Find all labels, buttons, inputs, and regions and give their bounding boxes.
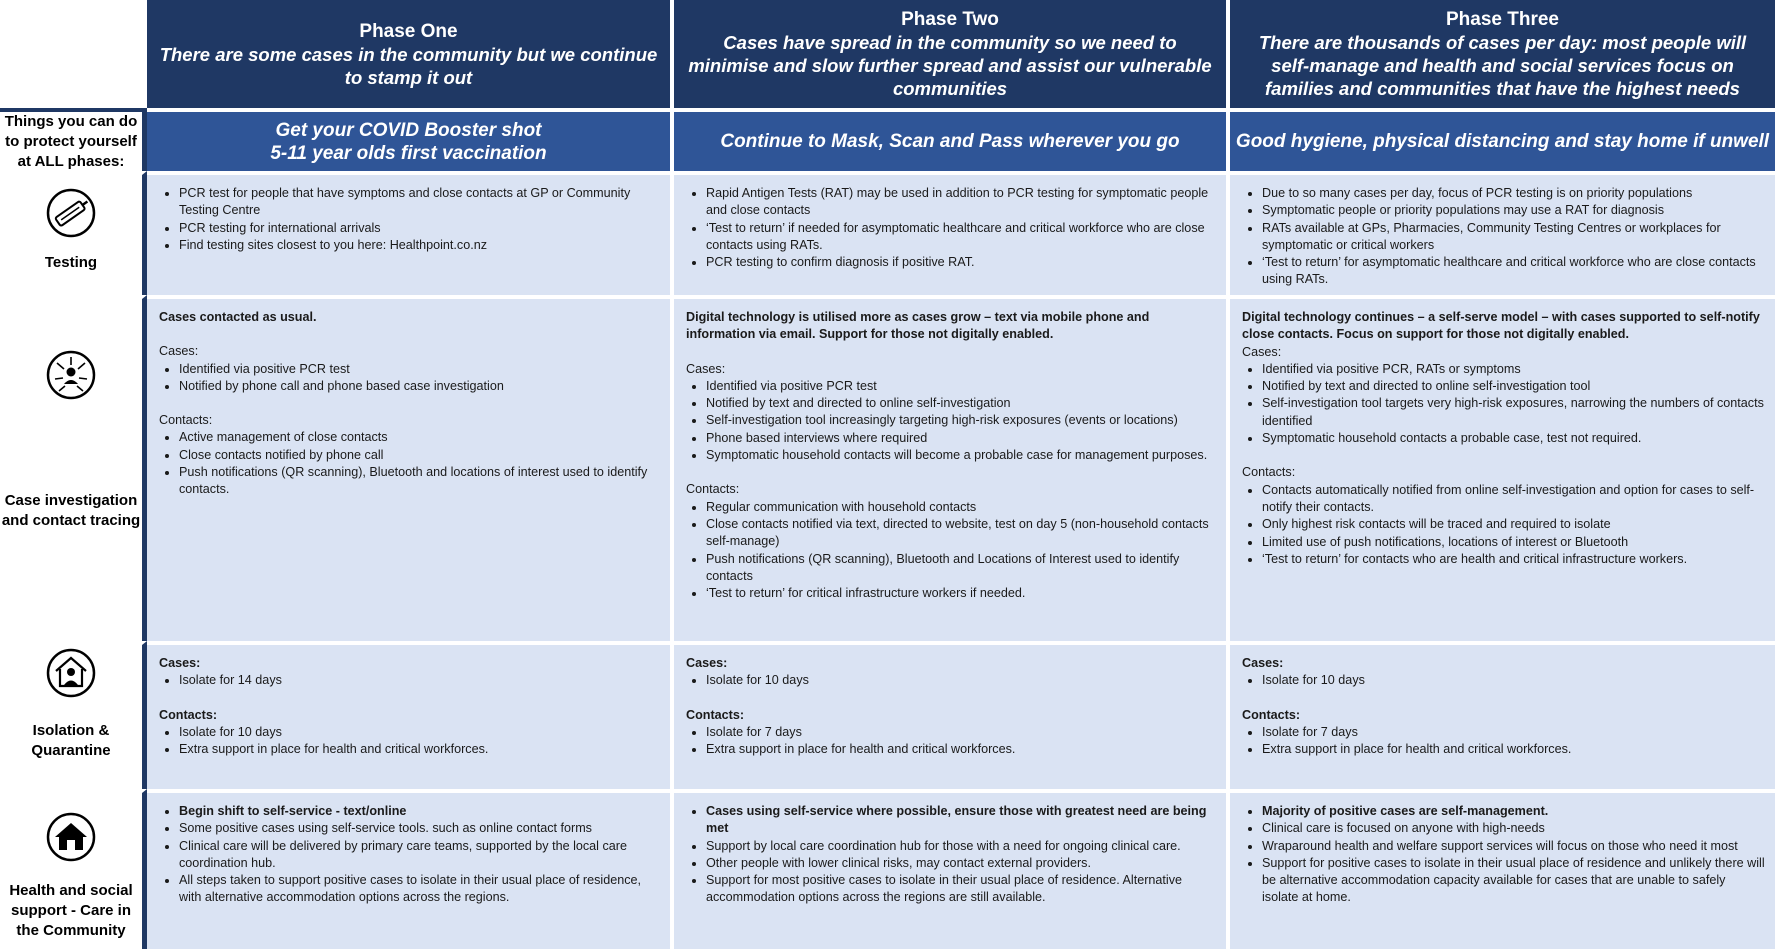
protect-label: Things you can do to protect yourself at ALL phases: <box>0 108 147 171</box>
house-icon <box>45 811 97 863</box>
list-item: • Support by local care coordination hub for those with a need for ongoing clinical care. <box>706 838 1216 855</box>
list-item: • Only highest risk contacts will be traced and required to isolate <box>1262 516 1765 533</box>
testing-phase-one <box>147 171 674 295</box>
phase-one-banner <box>147 108 674 171</box>
list-item: • Clinical care is focused on anyone with high-needs <box>1262 820 1765 837</box>
list-item: • Other people with lower clinical risks, may contact external providers. <box>706 855 1216 872</box>
list-item: • Active management of close contacts <box>179 429 660 446</box>
phase-two-header <box>674 0 1230 108</box>
list-item: • Identified via positive PCR, RATs or symptoms <box>1262 361 1765 378</box>
list-item: • Symptomatic household contacts a probable case, test not required. <box>1262 430 1765 447</box>
isolation-phase-two <box>674 641 1230 789</box>
list-item: • Symptomatic people or priority populations may use a RAT for diagnosis <box>1262 202 1765 219</box>
list-item: • Close contacts notified by phone call <box>179 447 660 464</box>
list-item: • Isolate for 7 days <box>1262 724 1765 741</box>
contacts-heading: Contacts: <box>1242 707 1301 722</box>
health-support-label: Health and social support - Care in the Community <box>9 882 133 939</box>
list-item: • Notified by text and directed to online self-investigation <box>706 395 1216 412</box>
person-at-home-icon <box>45 647 97 699</box>
case-phase-three <box>1230 295 1775 641</box>
list-item: • Isolate for 14 days <box>179 672 660 689</box>
phase-two-banner: Continue to Mask, Scan and Pass wherever you go <box>674 108 1230 171</box>
list-item: • Wraparound health and welfare support services will focus on those who need it most <box>1262 838 1765 855</box>
list-item: • Isolate for 10 days <box>179 724 660 741</box>
list-item: • Regular communication with household contacts <box>706 499 1216 516</box>
case-phase-one <box>147 295 674 641</box>
list-item: • Isolate for 10 days <box>1262 672 1765 689</box>
list-item: • Phone based interviews where required <box>706 430 1216 447</box>
cases-heading: Cases: <box>686 361 726 376</box>
list-item: • Begin shift to self-service - text/online <box>179 803 660 820</box>
list-item: • Majority of positive cases are self-management. <box>1262 803 1765 820</box>
list-item: • Notified by phone call and phone based case investigation <box>179 378 660 395</box>
list-item: • Identified via positive PCR test <box>706 378 1216 395</box>
list-item: • ‘Test to return’ for critical infrastructure workers if needed. <box>706 585 1216 602</box>
list-item: • PCR test for people that have symptoms and close contacts at GP or Community Testing Centre <box>179 185 660 220</box>
testing-label: Testing <box>44 254 98 271</box>
phase-three-title: Phase Three <box>1446 9 1559 30</box>
contacts-heading: Contacts: <box>686 707 745 722</box>
list-item: • Clinical care will be delivered by primary care teams, supported by the local care coordination hub. <box>179 838 660 873</box>
phase-one-description: There are some cases in the community but we continue to stamp it out <box>159 43 658 88</box>
row-label-health-support <box>0 789 147 949</box>
contact-network-icon <box>45 349 97 401</box>
list-item: • Notified by text and directed to online self-investigation tool <box>1262 378 1765 395</box>
case-p1-lead: Cases contacted as usual. <box>159 310 317 324</box>
case-p3-lead: Digital technology continues – a self-serve model – with cases supported to self-notify close contacts. Focus on support for those not digitally enabled. <box>1242 310 1760 342</box>
list-item: • Push notifications (QR scanning), Bluetooth and Locations of Interest used to identify contacts <box>706 551 1216 586</box>
list-item: • Push notifications (QR scanning), Bluetooth and locations of interest used to identify contacts. <box>179 464 660 499</box>
list-item: • Limited use of push notifications, locations of interest or Bluetooth <box>1262 534 1765 551</box>
row-label-isolation <box>0 641 147 789</box>
phase-three-description: There are thousands of cases per day: most people will self-manage and health and social services focus on families and communities that have the highest needs <box>1258 32 1747 99</box>
phase-two-title: Phase Two <box>901 9 999 30</box>
list-item: • Self-investigation tool targets very high-risk exposures, narrowing the numbers of contacts identified <box>1262 395 1765 430</box>
list-item: • Rapid Antigen Tests (RAT) may be used in addition to PCR testing for symptomatic people and close contacts <box>706 185 1216 220</box>
isolation-label: Isolation & Quarantine <box>31 722 111 759</box>
contacts-heading: Contacts: <box>686 482 740 497</box>
case-phase-two <box>674 295 1230 641</box>
isolation-phase-three <box>1230 641 1775 789</box>
list-item: • ‘Test to return’ for asymptomatic healthcare and critical workforce who are close contacts using RATs. <box>1262 254 1765 289</box>
list-item: • Extra support in place for health and critical workforces. <box>1262 741 1765 758</box>
cases-heading: Cases: <box>1242 344 1282 359</box>
banner-booster-text: Get your COVID Booster shot <box>275 119 542 141</box>
list-item: • Extra support in place for health and critical workforces. <box>179 741 660 758</box>
list-item: • Isolate for 7 days <box>706 724 1216 741</box>
corner-empty <box>0 0 147 108</box>
phase-one-title: Phase One <box>359 20 458 42</box>
list-item: • PCR testing for international arrivals <box>179 220 660 237</box>
cases-heading: Cases: <box>686 656 728 670</box>
list-item: • ‘Test to return’ if needed for asymptomatic healthcare and critical workforce who are close contacts using RATs. <box>706 220 1216 255</box>
health-phase-two <box>674 789 1230 949</box>
case-p2-lead: Digital technology is utilised more as cases grow – text via mobile phone and information via email. Support for those not digitally enabled. <box>686 310 1150 342</box>
health-phase-three <box>1230 789 1775 949</box>
phase-three-banner: Good hygiene, physical distancing and stay home if unwell <box>1230 108 1775 171</box>
phase-three-header <box>1230 0 1775 108</box>
contacts-heading: Contacts: <box>1242 465 1296 480</box>
phase-one-header <box>147 0 674 108</box>
row-label-testing <box>0 171 147 295</box>
list-item: • Due to so many cases per day, focus of PCR testing is on priority populations <box>1262 185 1765 202</box>
list-item: • Find testing sites closest to you here: Healthpoint.co.nz <box>179 237 660 254</box>
list-item: • Isolate for 10 days <box>706 672 1216 689</box>
list-item: • Self-investigation tool increasingly targeting high-risk exposures (events or locations) <box>706 412 1216 429</box>
phase-two-description: Cases have spread in the community so we need to minimise and slow further spread and assist our vulnerable communities <box>688 32 1212 99</box>
testing-phase-two <box>674 171 1230 295</box>
cases-heading: Cases: <box>159 656 201 670</box>
cases-heading: Cases: <box>1242 656 1284 670</box>
list-item: • Support for most positive cases to isolate in their usual place of residence. Alternative accommodation options across the regions are still available. <box>706 872 1216 907</box>
list-item: • Close contacts notified via text, directed to website, test on day 5 (non-household contacts self-manage) <box>706 516 1216 551</box>
list-item: • Contacts automatically notified from online self-investigation and option for cases to self-notify their contacts. <box>1262 482 1765 517</box>
isolation-phase-one <box>147 641 674 789</box>
case-investigation-label: Case investigation and contact tracing <box>1 492 141 529</box>
list-item: • ‘Test to return’ for contacts who are health and critical infrastructure workers. <box>1262 551 1765 568</box>
list-item: • Support for positive cases to isolate in their usual place of residence and unlikely there will be alternative accommodation capacity available for cases that are unable to safely isolate at home. <box>1262 855 1765 907</box>
test-swab-icon <box>45 187 97 239</box>
health-phase-one <box>147 789 674 949</box>
contacts-heading: Contacts: <box>159 707 218 722</box>
list-item: • Cases using self-service where possible, ensure those with greatest need are being met <box>706 803 1216 838</box>
list-item: • Extra support in place for health and critical workforces. <box>706 741 1216 758</box>
row-label-case-investigation <box>0 295 147 641</box>
list-item: • RATs available at GPs, Pharmacies, Community Testing Centres or workplaces for symptomatic or critical workers <box>1262 220 1765 255</box>
banner-vaccination-text: 5-11 year olds first vaccination <box>270 142 547 164</box>
list-item: • All steps taken to support positive cases to isolate in their usual place of residence, with alternative accommodation options across the regions. <box>179 872 660 907</box>
list-item: • PCR testing to confirm diagnosis if positive RAT. <box>706 254 1216 271</box>
contacts-heading: Contacts: <box>159 413 213 428</box>
list-item: • Some positive cases using self-service tools. such as online contact forms <box>179 820 660 837</box>
list-item: • Identified via positive PCR test <box>179 361 660 378</box>
list-item: • Symptomatic household contacts will become a probable case for management purposes. <box>706 447 1216 464</box>
testing-phase-three <box>1230 171 1775 295</box>
cases-heading: Cases: <box>159 344 199 359</box>
